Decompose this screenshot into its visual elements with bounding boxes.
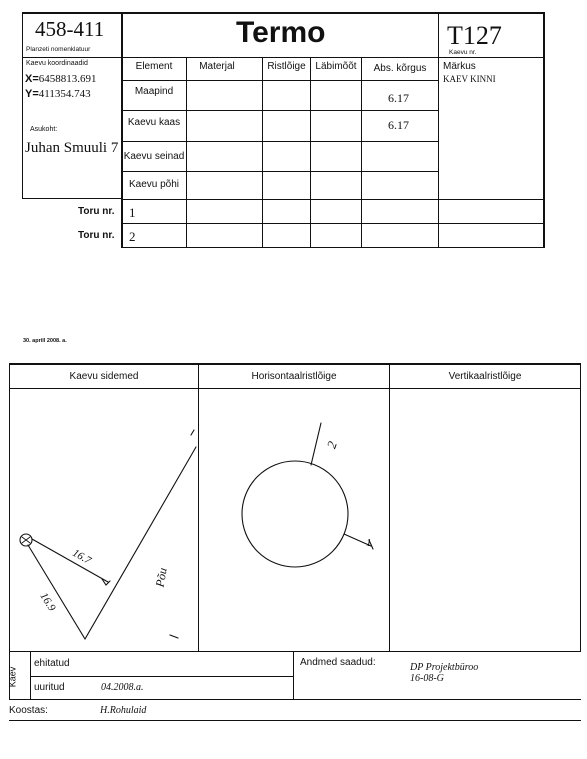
pipe-label-2: 2 bbox=[323, 439, 340, 451]
nomenclature-number: 458-411 bbox=[35, 17, 105, 41]
cross-section-sketch bbox=[199, 389, 389, 651]
panel-header: Kaevu sidemed bbox=[69, 371, 139, 382]
col-remark: Märkus bbox=[443, 61, 476, 72]
y-value: 411354.743 bbox=[38, 88, 91, 100]
col-material: Materjal bbox=[199, 61, 235, 72]
document-title: Termo bbox=[236, 16, 326, 49]
pipe-label-1: 1 bbox=[366, 537, 372, 549]
tie-line bbox=[32, 539, 108, 582]
row-label: Maapind bbox=[134, 86, 174, 97]
panel-header: Horisontaalristlõige bbox=[251, 371, 337, 382]
panel-header: Vertikaalristlõige bbox=[448, 371, 522, 382]
x-coordinate bbox=[25, 73, 97, 85]
data-from-label: Andmed saadud: bbox=[300, 657, 376, 668]
col-abs-height: Abs. kõrgus bbox=[373, 63, 427, 74]
pipe-label: Toru nr. bbox=[78, 206, 115, 217]
surveyed-label: uuritud bbox=[34, 682, 65, 693]
company-name: DP Projektbüroo bbox=[410, 662, 479, 673]
handwritten-note: Põu bbox=[152, 566, 170, 589]
dimension-label: 16.7 bbox=[70, 546, 93, 568]
compiled-value: H.Rohulaid bbox=[100, 705, 147, 716]
reference-line bbox=[85, 447, 196, 639]
coords-caption: Kaevu koordinaadid bbox=[26, 60, 88, 67]
col-diameter: Läbimõõt bbox=[315, 61, 357, 72]
abs-height-value: 6.17 bbox=[388, 118, 409, 132]
address: Juhan Smuuli 7 bbox=[25, 140, 119, 156]
col-element: Element bbox=[135, 61, 173, 72]
address-caption: Asukoht: bbox=[30, 126, 58, 133]
abs-height-value: 6.17 bbox=[388, 91, 409, 105]
remark-value: KAEV KINNI bbox=[443, 74, 496, 84]
pipe-label: Toru nr. bbox=[78, 230, 115, 241]
pipe-number: 1 bbox=[129, 205, 136, 220]
compiled-label: Koostas: bbox=[9, 705, 48, 716]
document-date: 30. aprill 2008. a. bbox=[23, 338, 67, 344]
x-label: X= bbox=[25, 73, 39, 85]
y-label: Y= bbox=[25, 88, 39, 100]
side-label-kaev: Kaev bbox=[7, 666, 18, 688]
dimension-label: 16.9 bbox=[37, 590, 58, 614]
pipe-line bbox=[311, 423, 321, 465]
y-coordinate bbox=[25, 88, 91, 100]
row-label: Kaevu põhi bbox=[128, 179, 180, 190]
pipe-number: 2 bbox=[129, 229, 136, 244]
tie-sketch bbox=[10, 389, 198, 651]
nomenclature-caption: Planzeti nomenklatuur bbox=[26, 46, 91, 53]
row-label: Kaevu kaas bbox=[127, 117, 181, 128]
col-cross-section: Ristlõige bbox=[267, 61, 306, 72]
surveyed-value: 04.2008.a. bbox=[101, 682, 144, 693]
well-number: T127 bbox=[447, 21, 502, 50]
well-number-caption: Kaevu nr. bbox=[449, 49, 477, 56]
row-label: Kaevu seinad bbox=[123, 151, 185, 162]
built-label: ehitatud bbox=[34, 658, 70, 669]
x-value: 6458813.691 bbox=[38, 73, 97, 85]
well-circle bbox=[242, 461, 348, 567]
company-code: 16-08-G bbox=[410, 673, 444, 684]
